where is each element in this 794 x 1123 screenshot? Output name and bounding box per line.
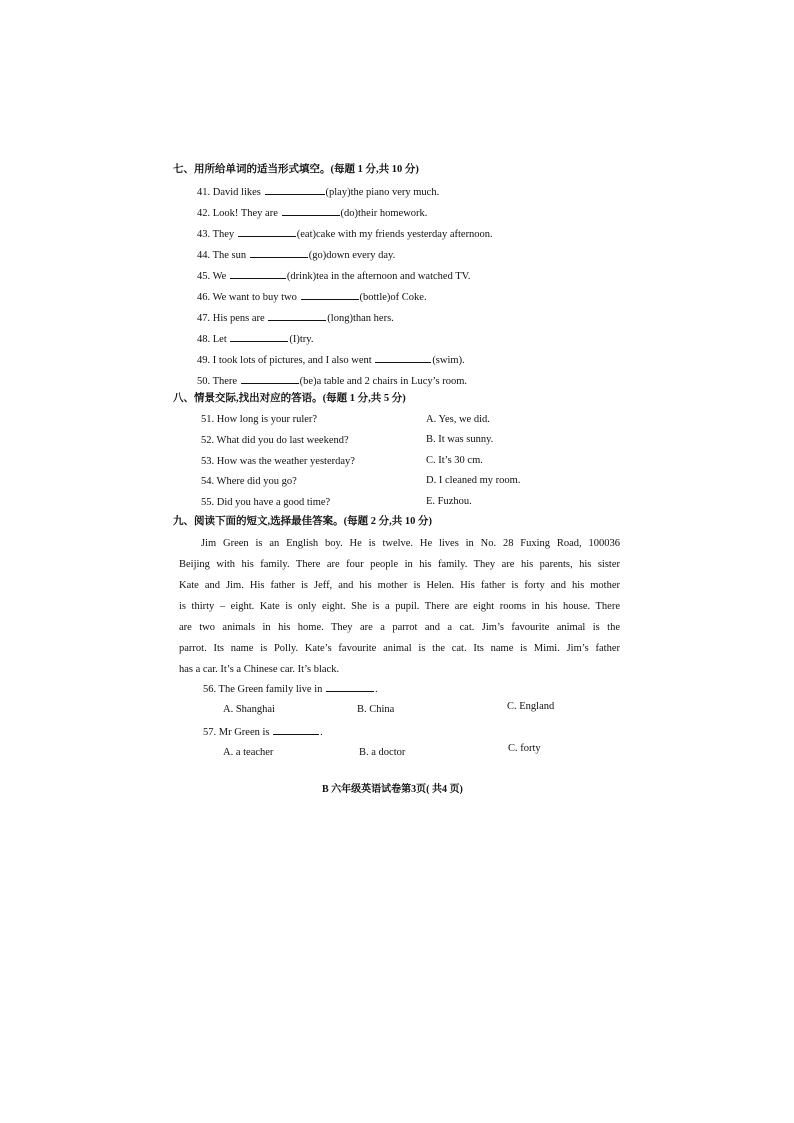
dialogue-answer-E: E. Fuzhou. xyxy=(426,496,472,507)
item-number: 44. xyxy=(197,250,211,261)
fill-item-47 xyxy=(197,310,394,326)
item-text-before: Look! They are xyxy=(212,208,278,219)
item-number: 41. xyxy=(197,187,211,198)
fill-item-48 xyxy=(197,331,313,347)
item-text-before: His pens are xyxy=(212,313,265,324)
item-text-before: We xyxy=(212,271,227,282)
fill-item-44 xyxy=(197,247,395,263)
q56-option-a[interactable]: A. Shanghai xyxy=(223,704,275,715)
fill-item-41 xyxy=(197,184,439,200)
answer-blank-41[interactable] xyxy=(265,184,325,195)
dialogue-answer-C: C. It’s 30 cm. xyxy=(426,455,483,466)
word-hint: (drink) xyxy=(286,271,317,282)
item-number: 43. xyxy=(197,229,211,240)
q57-option-c[interactable]: C. forty xyxy=(508,743,541,754)
fill-item-45 xyxy=(197,268,471,284)
word-hint: (go) xyxy=(308,250,327,261)
answer-blank-46[interactable] xyxy=(301,289,359,300)
item-text-before: David likes xyxy=(212,187,261,198)
answer-blank-44[interactable] xyxy=(250,247,308,258)
q57-option-b[interactable]: B. a doctor xyxy=(359,747,406,758)
q57-option-a[interactable]: A. a teacher xyxy=(223,747,274,758)
passage-line: Beijing with his family. There are four people in his family. They are his parents, his sister xyxy=(179,559,620,570)
answer-blank-48[interactable] xyxy=(230,331,288,342)
fill-item-43 xyxy=(197,226,493,242)
page-footer: B 六年级英语试卷第3页( 共4 页) xyxy=(322,784,463,795)
dialogue-answer-A: A. Yes, we did. xyxy=(426,414,490,425)
item-text-before: We want to buy two xyxy=(212,292,297,303)
fill-item-50 xyxy=(197,373,467,389)
answer-blank-56[interactable] xyxy=(326,681,374,692)
passage-line: Kate and Jim. His father is Jeff, and his mother is Helen. His father is forty and his mother xyxy=(179,580,620,591)
answer-blank-57[interactable] xyxy=(273,724,319,735)
item-text-after: of Coke. xyxy=(390,292,427,303)
item-text-before: There xyxy=(212,376,238,387)
word-hint: (do) xyxy=(340,208,358,219)
question-57-end: . xyxy=(320,727,323,738)
q56-option-c[interactable]: C. England xyxy=(507,701,555,712)
item-number: 42. xyxy=(197,208,211,219)
dialogue-question-51: 51. How long is your ruler? xyxy=(201,414,318,425)
item-text-before: They xyxy=(212,229,235,240)
item-number: 47. xyxy=(197,313,211,324)
section9-title: 九、阅读下面的短文,选择最佳答案。(每题 2 分,共 10 分) xyxy=(173,516,432,527)
item-text-after: cake with my friends yesterday afternoon. xyxy=(316,229,493,240)
passage-line: Jim Green is an English boy. He is twelve. He lives in No. 28 Fuxing Road, 100036 xyxy=(201,538,620,549)
dialogue-question-52: 52. What did you do last weekend? xyxy=(201,435,349,446)
word-hint: (bottle) xyxy=(359,292,391,303)
word-hint: (eat) xyxy=(296,229,316,240)
fill-item-42 xyxy=(197,205,427,221)
passage-line: is thirty – eight. Kate is only eight. She is a pupil. There are eight rooms in his house. There xyxy=(179,601,620,612)
dialogue-question-55: 55. Did you have a good time? xyxy=(201,497,331,508)
item-number: 45. xyxy=(197,271,211,282)
word-hint: (play) xyxy=(325,187,351,198)
answer-blank-49[interactable] xyxy=(375,352,431,363)
dialogue-question-54: 54. Where did you go? xyxy=(201,476,297,487)
word-hint: (long) xyxy=(327,313,353,324)
fill-item-46 xyxy=(197,289,427,305)
fill-item-49 xyxy=(197,352,465,368)
question-56 xyxy=(203,681,378,697)
answer-blank-50[interactable] xyxy=(241,373,299,384)
passage-line: are two animals in his home. They are a parrot and a cat. Jim’s favourite animal is the xyxy=(179,622,620,633)
answer-blank-42[interactable] xyxy=(282,205,340,216)
question-56-stem: 56. The Green family live in xyxy=(203,684,323,695)
section8-title: 八、情景交际,找出对应的答语。(每题 1 分,共 5 分) xyxy=(173,393,406,404)
dialogue-answer-D: D. I cleaned my room. xyxy=(426,475,521,486)
section7-title: 七、用所给单词的适当形式填空。(每题 1 分,共 10 分) xyxy=(173,164,419,175)
item-number: 49. xyxy=(197,355,211,366)
item-text-after: their homework. xyxy=(358,208,428,219)
item-text-after: down every day. xyxy=(326,250,396,261)
word-hint: (swim). xyxy=(432,355,465,366)
item-text-before: Let xyxy=(212,334,227,345)
dialogue-answer-B: B. It was sunny. xyxy=(426,434,494,445)
answer-blank-45[interactable] xyxy=(230,268,286,279)
reading-passage xyxy=(179,533,620,680)
item-text-after: tea in the afternoon and watched TV. xyxy=(316,271,471,282)
question-56-end: . xyxy=(374,684,378,695)
q56-option-b[interactable]: B. China xyxy=(357,704,395,715)
word-hint: (I) xyxy=(289,334,300,345)
dialogue-question-53: 53. How was the weather yesterday? xyxy=(201,456,355,467)
item-number: 48. xyxy=(197,334,211,345)
word-hint: (be) xyxy=(299,376,317,387)
answer-blank-47[interactable] xyxy=(268,310,326,321)
item-text-after: try. xyxy=(299,334,314,345)
passage-line: has a car. It’s a Chinese car. It’s black. xyxy=(179,664,340,675)
item-number: 46. xyxy=(197,292,211,303)
passage-line: parrot. Its name is Polly. Kate’s favourite animal is the cat. Its name is Mimi. Jim’s father xyxy=(179,643,620,654)
item-text-before: I took lots of pictures, and I also went xyxy=(212,355,372,366)
answer-blank-43[interactable] xyxy=(238,226,296,237)
item-number: 50. xyxy=(197,376,211,387)
item-text-before: The sun xyxy=(212,250,247,261)
item-text-after: a table and 2 chairs in Lucy’s room. xyxy=(316,376,468,387)
question-57 xyxy=(203,724,323,740)
question-57-stem: 57. Mr Green is xyxy=(203,727,270,738)
item-text-after: the piano very much. xyxy=(350,187,440,198)
item-text-after: than hers. xyxy=(352,313,394,324)
